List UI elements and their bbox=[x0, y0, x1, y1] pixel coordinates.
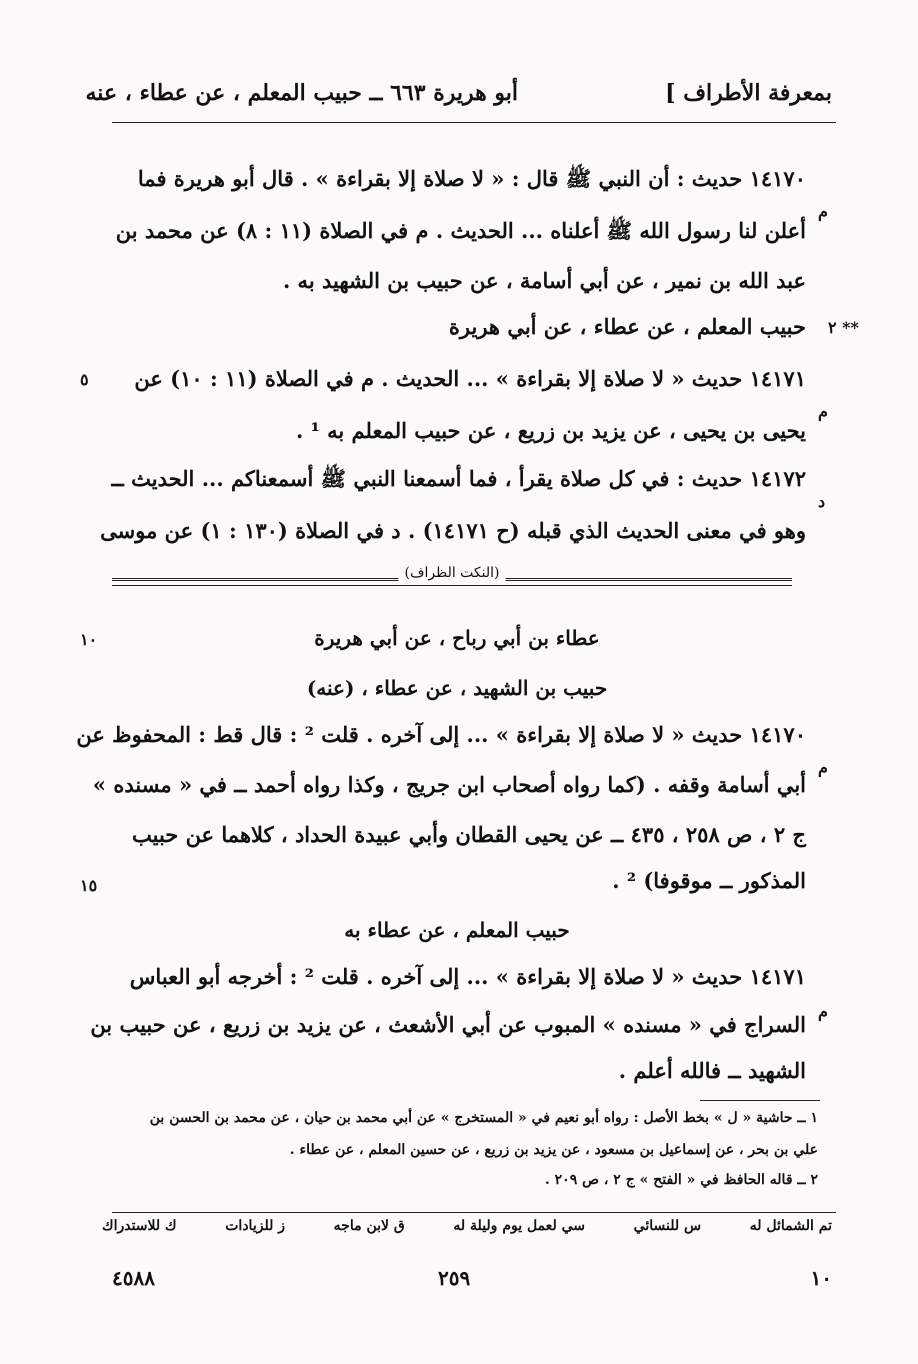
line-number: ٥ bbox=[80, 370, 89, 389]
legend-item: سي لعمل يوم وليلة له bbox=[453, 1218, 585, 1234]
margin-marker: ٢ ** bbox=[828, 318, 859, 337]
legend-rule bbox=[112, 1212, 836, 1213]
text-line: الشهيد ــ فالله أعلم . bbox=[618, 1058, 806, 1083]
separator-label: (النكت الظراف) bbox=[399, 565, 506, 581]
legend-item: تم الشمائل له bbox=[749, 1218, 832, 1234]
margin-siglum: م bbox=[818, 758, 828, 777]
section-separator bbox=[112, 565, 792, 589]
legend-item: ق لابن ماجه bbox=[333, 1218, 405, 1234]
footnote: ٢ ــ قاله الحافظ في « الفتح » ج ٢ ، ص ٢٠٩ . bbox=[544, 1172, 818, 1188]
footer-entry-number: ٤٥٨٨ bbox=[112, 1266, 155, 1290]
text-line: ١٤١٧١ حديث « لا صلاة إلا بقراءة » ... الحديث . م في الصلاة (١١ : ١٠) عن bbox=[134, 366, 806, 391]
margin-siglum: م bbox=[818, 202, 828, 221]
text-line: ١٤١٧١ حديث « لا صلاة إلا بقراءة » ... إلى آخره . قلت ² : أخرجه أبو العباس bbox=[129, 964, 806, 989]
footnote-rule bbox=[700, 1100, 820, 1101]
margin-siglum: د bbox=[818, 492, 826, 511]
page-number: ٢٥٩ bbox=[438, 1266, 471, 1290]
legend-item: ز للزيادات bbox=[225, 1218, 285, 1234]
text-line: ١٤١٧٢ حديث : في كل صلاة يقرأ ، فما أسمعنا النبي ﷺ أسمعناكم ... الحديث ــ bbox=[111, 466, 806, 491]
text-line: عبد الله بن نمير ، عن أبي أسامة ، عن حبيب بن الشهيد به . bbox=[282, 268, 806, 293]
header-rule bbox=[112, 122, 836, 123]
line-number: ١٠ bbox=[80, 630, 98, 649]
legend-item: ك للاستدراك bbox=[102, 1218, 177, 1234]
legend-item: س للنسائي bbox=[633, 1218, 702, 1234]
margin-siglum: م bbox=[818, 1002, 828, 1021]
text-line: ١٤١٧٠ حديث « لا صلاة إلا بقراءة » ... إلى آخره . قلت ² : قال قط : المحفوظ عن bbox=[76, 722, 806, 747]
nukat-subheading: حبيب المعلم ، عن عطاء به bbox=[344, 918, 570, 942]
running-header-subtitle: أبو هريرة ٦٦٣ ــ حبيب المعلم ، عن عطاء ، عنه bbox=[85, 80, 518, 106]
text-line: وهو في معنى الحديث الذي قبله (ح ١٤١٧١) . د في الصلاة (١٣٠ : ١) عن موسى bbox=[100, 518, 806, 543]
text-line: ١٤١٧٠ حديث : أن النبي ﷺ قال : « لا صلاة إلا بقراءة » . قال أبو هريرة فما bbox=[137, 166, 806, 191]
line-number: ١٥ bbox=[80, 876, 98, 895]
text-line: أعلن لنا رسول الله ﷺ أعلناه ... الحديث . م في الصلاة (١١ : ٨) عن محمد بن bbox=[115, 218, 806, 243]
text-line: المذكور ــ موقوفا) ² . bbox=[612, 868, 806, 893]
text-line: يحيى بن يحيى ، عن يزيد بن زريع ، عن حبيب المعلم به ¹ . bbox=[295, 418, 806, 443]
text-line: ج ٢ ، ص ٢٥٨ ، ٤٣٥ ــ عن يحيى القطان وأبي عبيدة الحداد ، كلاهما عن حبيب bbox=[131, 822, 806, 847]
footnote: علي بن بحر ، عن إسماعيل بن مسعود ، عن يزيد بن زريع ، عن حسين المعلم ، عن عطاء . bbox=[289, 1142, 818, 1158]
footer-volume: ١٠ bbox=[810, 1266, 832, 1290]
text-line: أبي أسامة وقفه . (كما رواه أصحاب ابن جريج ، وكذا رواه أحمد ــ في « مسنده » bbox=[92, 772, 806, 797]
abbreviation-legend bbox=[102, 1218, 832, 1234]
nukat-subheading: حبيب بن الشهيد ، عن عطاء ، (عنه) bbox=[306, 676, 608, 700]
margin-siglum: م bbox=[818, 402, 828, 421]
text-line: السراج في « مسنده » المبوب عن أبي الأشعث ، عن يزيد بن زريع ، عن حبيب بن bbox=[90, 1012, 806, 1037]
footnote: ١ ــ حاشية « ل » بخط الأصل : رواه أبو نعيم في « المستخرج » عن أبي محمد بن حيان ، عن محمد بن الحسن بن bbox=[149, 1110, 818, 1126]
nukat-heading: عطاء بن أبي رباح ، عن أبي هريرة bbox=[314, 626, 600, 650]
running-header-title: بمعرفة الأطراف ] bbox=[665, 80, 832, 106]
section-heading: حبيب المعلم ، عن عطاء ، عن أبي هريرة bbox=[448, 314, 806, 339]
